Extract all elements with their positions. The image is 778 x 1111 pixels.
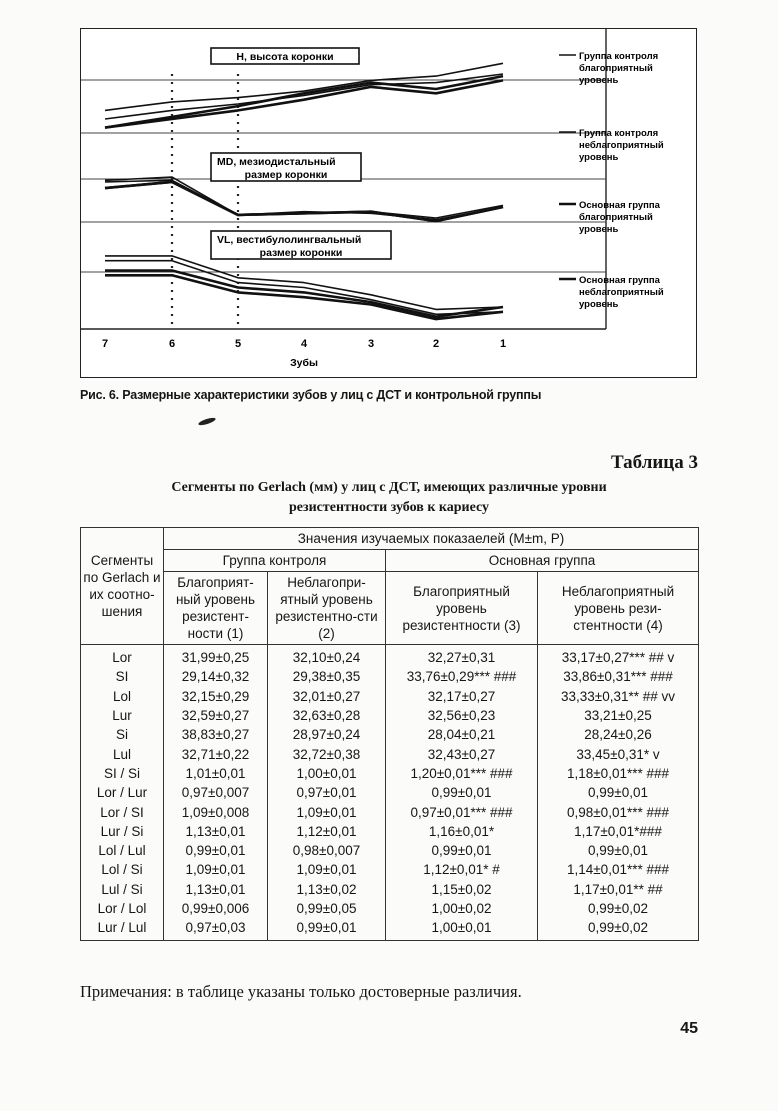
table-row: [81, 841, 699, 860]
legend-entry-text: уровень: [579, 75, 619, 86]
value-cell-1: 1,13±0,01: [164, 822, 268, 841]
header-segments: Сегменты по Gerlach и их соотно-шения: [81, 528, 164, 645]
segment-name-cell: SI: [81, 667, 164, 686]
value-cell-4: 28,24±0,26: [538, 725, 699, 744]
segment-name-cell: Lur / Si: [81, 822, 164, 841]
legend-entry-text: Основная группа: [579, 200, 660, 211]
legend-entry-text: уровень: [579, 152, 619, 163]
segment-name-cell: Lul / Si: [81, 880, 164, 899]
x-tick-label: 6: [168, 338, 176, 350]
x-axis-label: Зубы: [290, 357, 318, 369]
segment-name-cell: Lor / SI: [81, 802, 164, 821]
panel-label-md-line2: размер коронки: [244, 169, 328, 181]
panel-label-height: H, высота коронки: [236, 51, 334, 63]
value-cell-2: 32,01±0,27: [268, 687, 386, 706]
value-cell-4: 33,17±0,27*** ## v: [538, 645, 699, 668]
x-tick-label: 5: [234, 338, 242, 350]
value-cell-4: 0,99±0,01: [538, 783, 699, 802]
value-cell-2: 32,72±0,38: [268, 744, 386, 763]
table-row: [81, 764, 699, 783]
header-col2: Неблагопри-ятный уровень резистентно-сти (2): [268, 572, 386, 645]
value-cell-2: 29,38±0,35: [268, 667, 386, 686]
value-cell-1: 1,09±0,01: [164, 860, 268, 879]
table-note: Примечания: в таблице указаны только достоверные различия.: [80, 982, 522, 1001]
series-line: [105, 182, 503, 221]
segment-name-cell: Lul: [81, 744, 164, 763]
value-cell-1: 32,15±0,29: [164, 687, 268, 706]
value-cell-2: 1,09±0,01: [268, 802, 386, 821]
segment-name-cell: Si: [81, 725, 164, 744]
segment-name-cell: Lol / Lul: [81, 841, 164, 860]
value-cell-2: 28,97±0,24: [268, 725, 386, 744]
value-cell-2: 32,63±0,28: [268, 706, 386, 725]
value-cell-2: 32,10±0,24: [268, 645, 386, 668]
value-cell-3: 0,97±0,01*** ###: [386, 802, 538, 821]
legend-entry-text: Группа контроля: [579, 128, 659, 139]
value-cell-4: 1,17±0,01*###: [538, 822, 699, 841]
value-cell-3: 33,76±0,29*** ###: [386, 667, 538, 686]
table-label: Таблица 3: [610, 452, 698, 473]
value-cell-4: 33,45±0,31* v: [538, 744, 699, 763]
figure-number: Рис. 6.: [80, 388, 119, 402]
legend-entry-text: неблагоприятный: [579, 287, 664, 298]
table-row: [81, 706, 699, 725]
table-title: [80, 478, 698, 518]
table-title-line1: Сегменты по Gerlach (мм) у лиц с ДСТ, имеющих различные уровни: [171, 480, 607, 495]
legend-entry-text: Группа контроля: [579, 51, 659, 62]
value-cell-1: 38,83±0,27: [164, 725, 268, 744]
series-line: [105, 182, 503, 221]
series-line: [105, 256, 503, 310]
segment-name-cell: Lor: [81, 645, 164, 668]
table-row: [81, 822, 699, 841]
table-title-line2: резистентности зубов к кариесу: [288, 500, 490, 515]
legend-entry-text: Основная группа: [579, 275, 660, 286]
segment-name-cell: SI / Si: [81, 764, 164, 783]
segment-name-cell: Lor / Lol: [81, 899, 164, 918]
legend-entry-text: неблагоприятный: [579, 140, 664, 151]
value-cell-3: 1,12±0,01* #: [386, 860, 538, 879]
value-cell-4: 0,99±0,02: [538, 918, 699, 941]
value-cell-1: 0,97±0,03: [164, 918, 268, 941]
value-cell-1: 0,97±0,007: [164, 783, 268, 802]
value-cell-1: 1,09±0,008: [164, 802, 268, 821]
value-cell-4: 0,98±0,01*** ###: [538, 802, 699, 821]
value-cell-3: 32,56±0,23: [386, 706, 538, 725]
legend-entry-text: благоприятный: [579, 212, 653, 223]
table-body: [81, 645, 699, 941]
value-cell-4: 33,21±0,25: [538, 706, 699, 725]
value-cell-2: 1,00±0,01: [268, 764, 386, 783]
value-cell-4: 0,99±0,02: [538, 899, 699, 918]
value-cell-2: 0,97±0,01: [268, 783, 386, 802]
header-col3: Благоприятный уровень резистентности (3): [386, 572, 538, 645]
segment-name-cell: Lor / Lur: [81, 783, 164, 802]
segment-name-cell: Lur / Lul: [81, 918, 164, 941]
header-col4: Неблагоприятный уровень рези-стентности (4): [538, 572, 699, 645]
value-cell-3: 0,99±0,01: [386, 783, 538, 802]
value-cell-4: 0,99±0,01: [538, 841, 699, 860]
x-tick-label: 4: [300, 338, 308, 350]
series-line: [105, 74, 503, 119]
value-cell-2: 0,99±0,05: [268, 899, 386, 918]
table-row: [81, 802, 699, 821]
table-row: [81, 899, 699, 918]
table-row: [81, 667, 699, 686]
value-cell-3: 32,43±0,27: [386, 744, 538, 763]
value-cell-3: 1,20±0,01*** ###: [386, 764, 538, 783]
legend-entry-text: уровень: [579, 299, 619, 310]
x-tick-label: 7: [101, 338, 109, 350]
value-cell-3: 1,15±0,02: [386, 880, 538, 899]
figure-caption-text: Размерные характеристики зубов у лиц с ДСТ и контрольной группы: [118, 388, 542, 402]
value-cell-2: 0,98±0,007: [268, 841, 386, 860]
value-cell-3: 1,00±0,02: [386, 899, 538, 918]
page-number: 45: [680, 1020, 698, 1037]
value-cell-2: 1,13±0,02: [268, 880, 386, 899]
value-cell-1: 1,13±0,01: [164, 880, 268, 899]
value-cell-1: 31,99±0,25: [164, 645, 268, 668]
header-group-main: Основная группа: [386, 550, 699, 572]
value-cell-3: 1,00±0,01: [386, 918, 538, 941]
series-line: [105, 261, 503, 315]
value-cell-1: 0,99±0,01: [164, 841, 268, 860]
value-cell-2: 1,12±0,01: [268, 822, 386, 841]
value-cell-3: 32,27±0,31: [386, 645, 538, 668]
value-cell-1: 29,14±0,32: [164, 667, 268, 686]
value-cell-2: 1,09±0,01: [268, 860, 386, 879]
table-row: [81, 783, 699, 802]
panel-label-vl-line1: VL, вестибулолингвальный: [217, 234, 362, 246]
table-row: [81, 918, 699, 941]
value-cell-1: 1,01±0,01: [164, 764, 268, 783]
table-row: [81, 860, 699, 879]
table-row: [81, 687, 699, 706]
value-cell-3: 28,04±0,21: [386, 725, 538, 744]
value-cell-1: 0,99±0,006: [164, 899, 268, 918]
legend-entry-text: благоприятный: [579, 63, 653, 74]
gerlach-segments-table: [80, 527, 699, 941]
x-tick-label: 1: [499, 338, 507, 350]
table-row: [81, 744, 699, 763]
table-row: [81, 880, 699, 899]
table-row: [81, 645, 699, 668]
value-cell-4: 1,18±0,01*** ###: [538, 764, 699, 783]
x-tick-label: 2: [432, 338, 440, 350]
panel-label-vl-line2: размер коронки: [259, 247, 343, 259]
header-col1: Благоприят-ный уровень резистент-ности (1): [164, 572, 268, 645]
header-values: Значения изучаемых показаелей (M±m, P): [164, 528, 699, 550]
figure-caption: [80, 388, 720, 402]
panel-label-md-line1: MD, мезиодистальный: [217, 156, 336, 168]
segment-name-cell: Lol: [81, 687, 164, 706]
x-tick-label: 3: [367, 338, 375, 350]
table-row: [81, 725, 699, 744]
dental-size-chart: [81, 29, 695, 376]
header-group-control: Группа контроля: [164, 550, 386, 572]
value-cell-3: 0,99±0,01: [386, 841, 538, 860]
segment-name-cell: Lur: [81, 706, 164, 725]
stray-ink-mark: [198, 416, 217, 426]
value-cell-2: 0,99±0,01: [268, 918, 386, 941]
segment-name-cell: Lol / Si: [81, 860, 164, 879]
value-cell-4: 1,17±0,01** ##: [538, 880, 699, 899]
value-cell-1: 32,71±0,22: [164, 744, 268, 763]
figure-6: [80, 28, 697, 378]
legend-entry-text: уровень: [579, 224, 619, 235]
value-cell-1: 32,59±0,27: [164, 706, 268, 725]
value-cell-3: 1,16±0,01*: [386, 822, 538, 841]
value-cell-4: 33,33±0,31** ## vv: [538, 687, 699, 706]
value-cell-3: 32,17±0,27: [386, 687, 538, 706]
value-cell-4: 1,14±0,01*** ###: [538, 860, 699, 879]
value-cell-4: 33,86±0,31*** ###: [538, 667, 699, 686]
